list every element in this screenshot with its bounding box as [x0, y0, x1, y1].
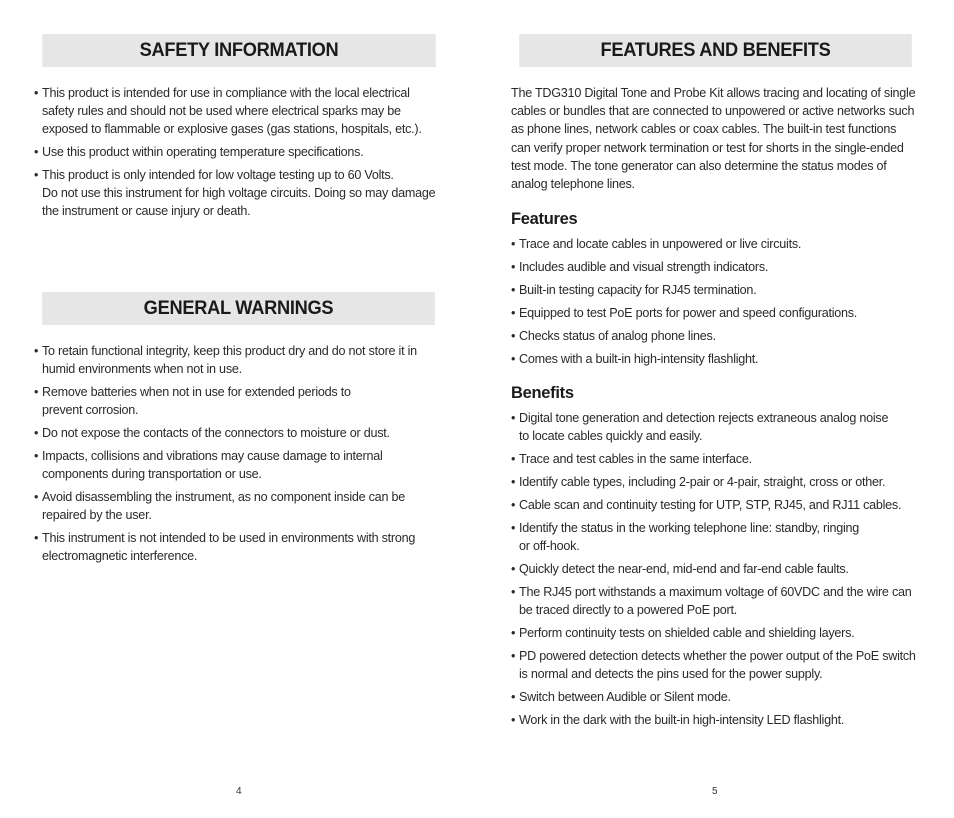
general-warnings-list	[34, 342, 446, 570]
list-item: • Avoid disassembling the instrument, as no component inside can be repaired by the user.	[34, 488, 446, 524]
intro-paragraph: The TDG310 Digital Tone and Probe Kit allows tracing and locating of single cables or bundles that are connected to unpowered or active networks such as phone lines, network cables or coax cables. The built-in test functions can verify proper network termination or test for shorts in the single-ended test mode. The tone generator can also determine the status modes of analog telephone lines.	[511, 86, 916, 192]
right-page	[511, 0, 920, 818]
page-number: 5	[712, 786, 718, 797]
general-warnings-heading: GENERAL WARNINGS	[42, 292, 435, 325]
list-item: • Checks status of analog phone lines.	[511, 327, 923, 345]
list-item: • Remove batteries when not in use for extended periods to prevent corrosion.	[34, 383, 446, 419]
list-item: • Quickly detect the near-end, mid-end and far-end cable faults.	[511, 560, 923, 578]
list-item: • Do not expose the contacts of the connectors to moisture or dust.	[34, 424, 446, 442]
page-number: 4	[236, 786, 242, 797]
list-item: • Includes audible and visual strength indicators.	[511, 258, 923, 276]
benefits-subheading: Benefits	[511, 384, 574, 402]
list-item: • Identify the status in the working telephone line: standby, ringing or off-hook.	[511, 519, 923, 555]
list-item: • Trace and test cables in the same interface.	[511, 450, 923, 468]
list-item: • Impacts, collisions and vibrations may cause damage to internal components during transportation or use.	[34, 447, 446, 483]
list-item: • Trace and locate cables in unpowered or live circuits.	[511, 235, 923, 253]
benefits-list	[511, 409, 923, 734]
list-item: • Work in the dark with the built-in high-intensity LED flashlight.	[511, 711, 923, 729]
list-item: • This instrument is not intended to be used in environments with strong electromagnetic interference.	[34, 529, 446, 565]
list-item: • Use this product within operating temperature specifications.	[34, 143, 446, 161]
list-item: • This product is only intended for low voltage testing up to 60 Volts. Do not use this instrument for high voltage circuits. Doing so may damage the instrument or cause injury or death.	[34, 166, 446, 220]
features-subheading: Features	[511, 210, 578, 228]
list-item: • The RJ45 port withstands a maximum voltage of 60VDC and the wire can be traced directly to a powered PoE port.	[511, 583, 923, 619]
features-and-benefits-heading: FEATURES AND BENEFITS	[519, 34, 912, 67]
list-item: • PD powered detection detects whether the power output of the PoE switch is normal and detects the pins used for the power supply.	[511, 647, 923, 683]
safety-information-list	[34, 84, 446, 225]
list-item: • Built-in testing capacity for RJ45 termination.	[511, 281, 923, 299]
list-item: • To retain functional integrity, keep this product dry and do not store it in humid environments when not in use.	[34, 342, 446, 378]
list-item: • Identify cable types, including 2-pair or 4-pair, straight, cross or other.	[511, 473, 923, 491]
list-item: • Comes with a built-in high-intensity flashlight.	[511, 350, 923, 368]
left-page	[34, 0, 444, 818]
list-item: • Cable scan and continuity testing for UTP, STP, RJ45, and RJ11 cables.	[511, 496, 923, 514]
features-list	[511, 235, 923, 373]
safety-information-heading: SAFETY INFORMATION	[42, 34, 436, 67]
list-item: • Perform continuity tests on shielded cable and shielding layers.	[511, 624, 923, 642]
list-item: • Switch between Audible or Silent mode.	[511, 688, 923, 706]
list-item: • This product is intended for use in compliance with the local electrical safety rules and should not be used where electrical sparks may be exposed to flammable or explosive gases (gas stations, hospitals, etc.).	[34, 84, 446, 138]
list-item: • Digital tone generation and detection rejects extraneous analog noise to locate cables quickly and easily.	[511, 409, 923, 445]
list-item: • Equipped to test PoE ports for power and speed configurations.	[511, 304, 923, 322]
